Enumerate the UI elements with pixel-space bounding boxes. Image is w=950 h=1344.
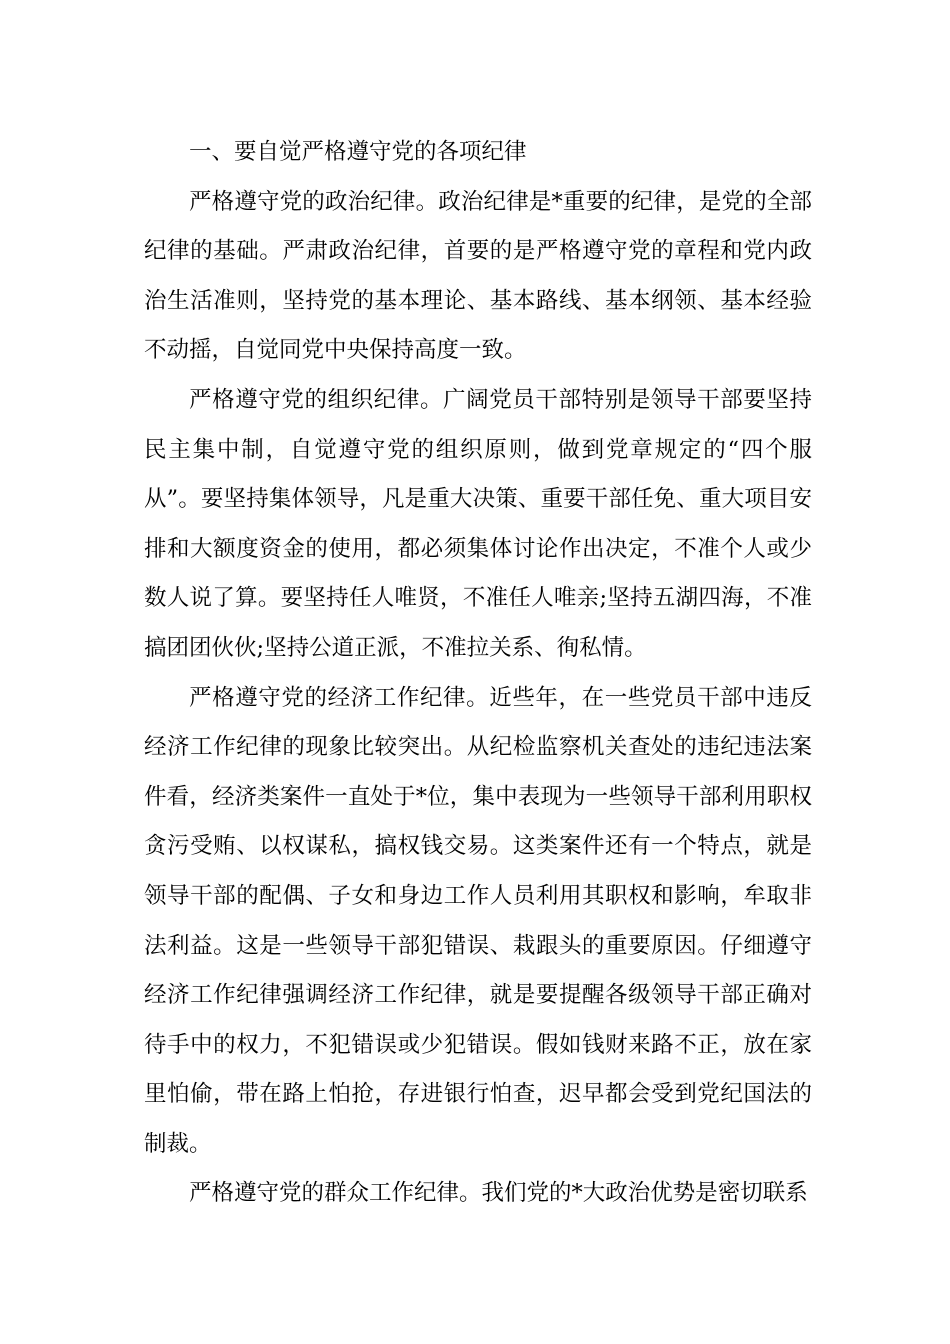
paragraph-organizational-discipline: 严格遵守党的组织纪律。广阔党员干部特别是领导干部要坚持民主集中制，自觉遵守党的组织原则，做到党章规定的“四个服从”。要坚持集体领导，凡是重大决策、重要干部任免、重大项目安排和大额度资金的使用，都必须集体讨论作出决定，不准个人或少数人说了算。要坚持任人唯贤，不准任人唯亲;坚持五湖四海，不准搞团团伙伙;坚持公道正派，不准拉关系、徇私情。 — [144, 386, 812, 661]
paragraph-mass-work-discipline: 严格遵守党的群众工作纪律。我们党的*大政治优势是密切联系 — [189, 1180, 808, 1207]
document-body — [144, 128, 812, 1219]
paragraph-political-discipline: 严格遵守党的政治纪律。政治纪律是*重要的纪律，是党的全部纪律的基础。严肃政治纪律，首要的是严格遵守党的章程和党内政治生活准则，坚持党的基本理论、基本路线、基本纲领、基本经验不动摇，自觉同党中央保持高度一致。 — [144, 188, 812, 364]
section-heading: 一、要自觉严格遵守党的各项纪律 — [189, 139, 527, 165]
paragraph-economic-discipline: 严格遵守党的经济工作纪律。近些年，在一些党员干部中违反经济工作纪律的现象比较突出。从纪检监察机关查处的违纪违法案件看，经济类案件一直处于*位，集中表现为一些领导干部利用职权贪污受贿、以权谋私，搞权钱交易。这类案件还有一个特点，就是领导干部的配偶、子女和身边工作人员利用其职权和影响，牟取非法利益。这是一些领导干部犯错误、栽跟头的重要原因。仔细遵守经济工作纪律强调经济工作纪律，就是要提醒各级领导干部正确对待手中的权力，不犯错误或少犯错误。假如钱财来路不正，放在家里怕偷，带在路上怕抢，存进银行怕查，迟早都会受到党纪国法的制裁。 — [144, 684, 812, 1157]
